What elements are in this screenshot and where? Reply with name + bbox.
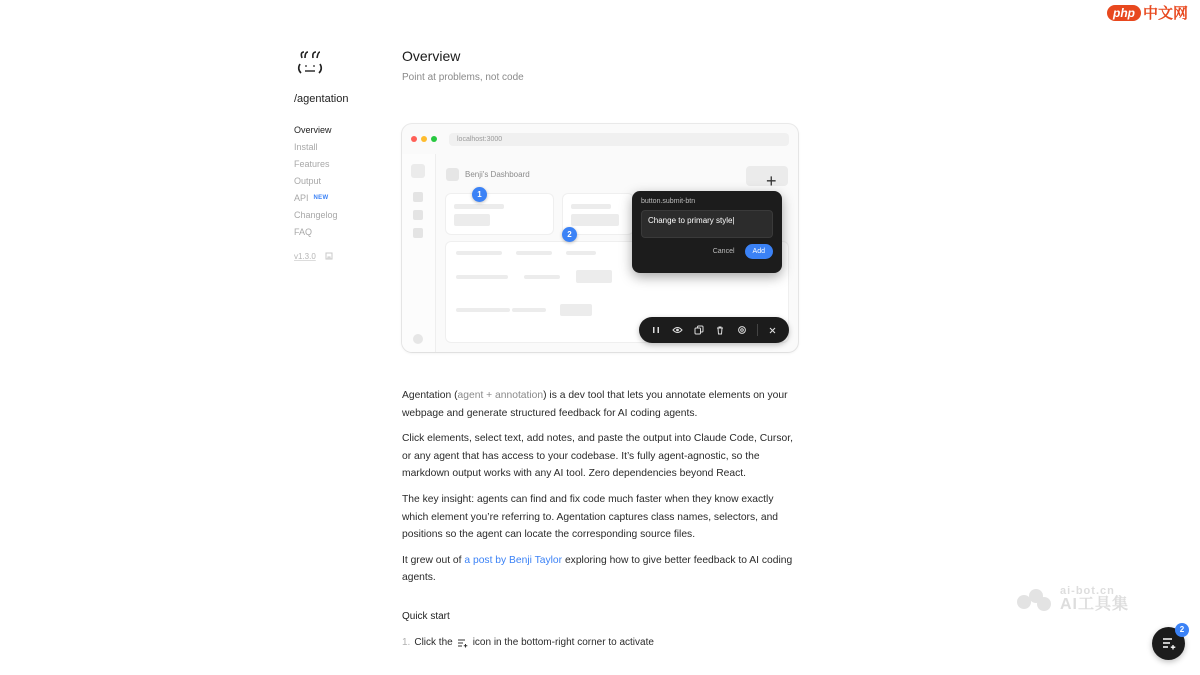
paragraph-origin xyxy=(402,552,802,587)
demo-placeholder xyxy=(454,204,504,209)
eye-icon xyxy=(670,323,684,337)
logo-icon xyxy=(294,48,326,80)
minimize-dot xyxy=(421,136,427,142)
annotation-marker: 2 xyxy=(562,227,577,242)
maximize-dot xyxy=(431,136,437,142)
watermark-text: 中文网 xyxy=(1142,5,1188,22)
nav-item-label: FAQ xyxy=(294,227,313,237)
nav-item-changelog[interactable] xyxy=(294,207,384,224)
step-text: Click the xyxy=(414,637,453,649)
demo-dashboard-title: Benji's Dashboard xyxy=(465,170,530,179)
demo-sidebar-logo xyxy=(411,164,425,178)
watermark-logo-icon xyxy=(1014,587,1054,613)
annotation-input: Change to primary style| xyxy=(641,210,773,238)
paragraph-insight: The key insight: agents can find and fix code much faster when they know exactly which element you’re referring to. Agentation captures class names, selectors, and positions so the agent can locate the corresponding source files. xyxy=(402,493,779,541)
page-subtitle: Point at problems, not code xyxy=(402,72,524,83)
url-bar: localhost:3000 xyxy=(449,133,789,146)
watermark-bottom xyxy=(1014,586,1129,613)
demo-placeholder xyxy=(456,308,510,312)
demo-placeholder xyxy=(456,251,502,255)
watermark-domain: ai-bot.cn xyxy=(1060,585,1115,597)
paragraph-usage: Click elements, select text, add notes, and paste the output into Claude Code, Cursor, or any agent that has access to your codebase. It’s fully agent-agnostic, so the markdown output works with any AI tool. Zero dependencies beyond React. xyxy=(402,433,793,480)
demo-sidebar-avatar xyxy=(413,334,423,344)
trash-icon xyxy=(713,323,727,337)
demo-placeholder xyxy=(512,308,546,312)
nav-item-label: Overview xyxy=(294,125,332,135)
nav-item-label: Output xyxy=(294,176,322,186)
browser-titlebar xyxy=(402,124,798,154)
nav-item-output[interactable] xyxy=(294,173,384,190)
nav-item-label: Install xyxy=(294,142,318,152)
copy-icon xyxy=(692,323,706,337)
demo-placeholder xyxy=(524,275,560,279)
watermark-badge: php xyxy=(1107,5,1141,21)
step-number: 1. xyxy=(402,637,411,649)
element-selector: button.submit-btn xyxy=(641,198,696,205)
demo-sidebar-item xyxy=(413,192,423,202)
add-button: Add xyxy=(745,244,773,259)
sidebar xyxy=(294,48,384,261)
step-text-rest: icon in the bottom-right corner to activate xyxy=(472,637,654,649)
demo-browser xyxy=(402,124,798,352)
nav-item-features[interactable] xyxy=(294,156,384,173)
demo-placeholder xyxy=(571,204,611,209)
quick-start-step xyxy=(402,637,802,649)
origin-text: It grew out of xyxy=(402,554,465,566)
annotation-marker: 1 xyxy=(472,187,487,202)
nav-item-api[interactable] xyxy=(294,190,384,207)
brand-name[interactable]: /agentation xyxy=(294,93,349,105)
demo-placeholder xyxy=(566,251,596,255)
agentation-toolbar xyxy=(639,317,789,343)
crosshair-cursor-icon: + xyxy=(766,171,777,191)
nav-item-install[interactable] xyxy=(294,139,384,156)
demo-sidebar xyxy=(402,154,436,352)
version-row xyxy=(294,251,384,261)
demo-placeholder xyxy=(560,304,592,316)
intro-muted-text: agent + annotation xyxy=(457,390,544,401)
gear-icon xyxy=(735,323,749,337)
close-icon xyxy=(765,323,779,337)
nav-item-label: API xyxy=(294,193,309,203)
annotation-list-icon xyxy=(1162,637,1176,650)
new-badge: NEW xyxy=(313,195,329,201)
watermark-bottom-text xyxy=(1060,586,1129,613)
close-dot xyxy=(411,136,417,142)
origin-text-rest: exploring how to give better feedback to AI coding agents. xyxy=(402,554,793,584)
annotation-count-badge: 2 xyxy=(1175,623,1189,637)
demo-sidebar-item xyxy=(413,228,423,238)
demo-placeholder xyxy=(571,214,619,226)
intro-paragraph xyxy=(402,387,802,422)
demo-card xyxy=(446,194,553,234)
demo-header xyxy=(446,168,530,181)
demo-placeholder xyxy=(456,275,508,279)
demo-sidebar-item xyxy=(413,210,423,220)
benji-post-link[interactable]: a post by Benji Taylor xyxy=(464,554,563,566)
content xyxy=(402,387,802,649)
nav-item-faq[interactable] xyxy=(294,224,384,241)
toolbar-divider xyxy=(757,324,758,336)
demo-placeholder xyxy=(454,214,490,226)
demo-placeholder xyxy=(516,251,552,255)
agentation-toolbar-icon xyxy=(457,637,469,649)
page-title: Overview xyxy=(402,48,461,64)
watermark-top xyxy=(1107,2,1188,23)
popup-actions xyxy=(641,244,773,259)
annotation-popup xyxy=(632,191,782,273)
version-link[interactable]: v1.3.0 xyxy=(294,251,316,261)
github-icon[interactable] xyxy=(324,251,334,261)
nav-item-label: Changelog xyxy=(294,210,338,220)
pause-icon xyxy=(649,323,663,337)
watermark-brand: AI工具集 xyxy=(1060,596,1130,613)
main-header xyxy=(402,48,802,83)
intro-text: Agentation ( xyxy=(402,390,458,401)
nav-item-label: Features xyxy=(294,159,330,169)
demo-header-icon xyxy=(446,168,459,181)
intro-text-rest: ) is a dev tool that lets you annotate elements on your webpage and generate structured feedback for AI coding agents. xyxy=(402,390,788,419)
cancel-button: Cancel xyxy=(712,248,735,255)
demo-placeholder xyxy=(576,270,612,283)
quick-start-heading: Quick start xyxy=(402,610,450,622)
nav-item-overview[interactable] xyxy=(294,122,384,139)
